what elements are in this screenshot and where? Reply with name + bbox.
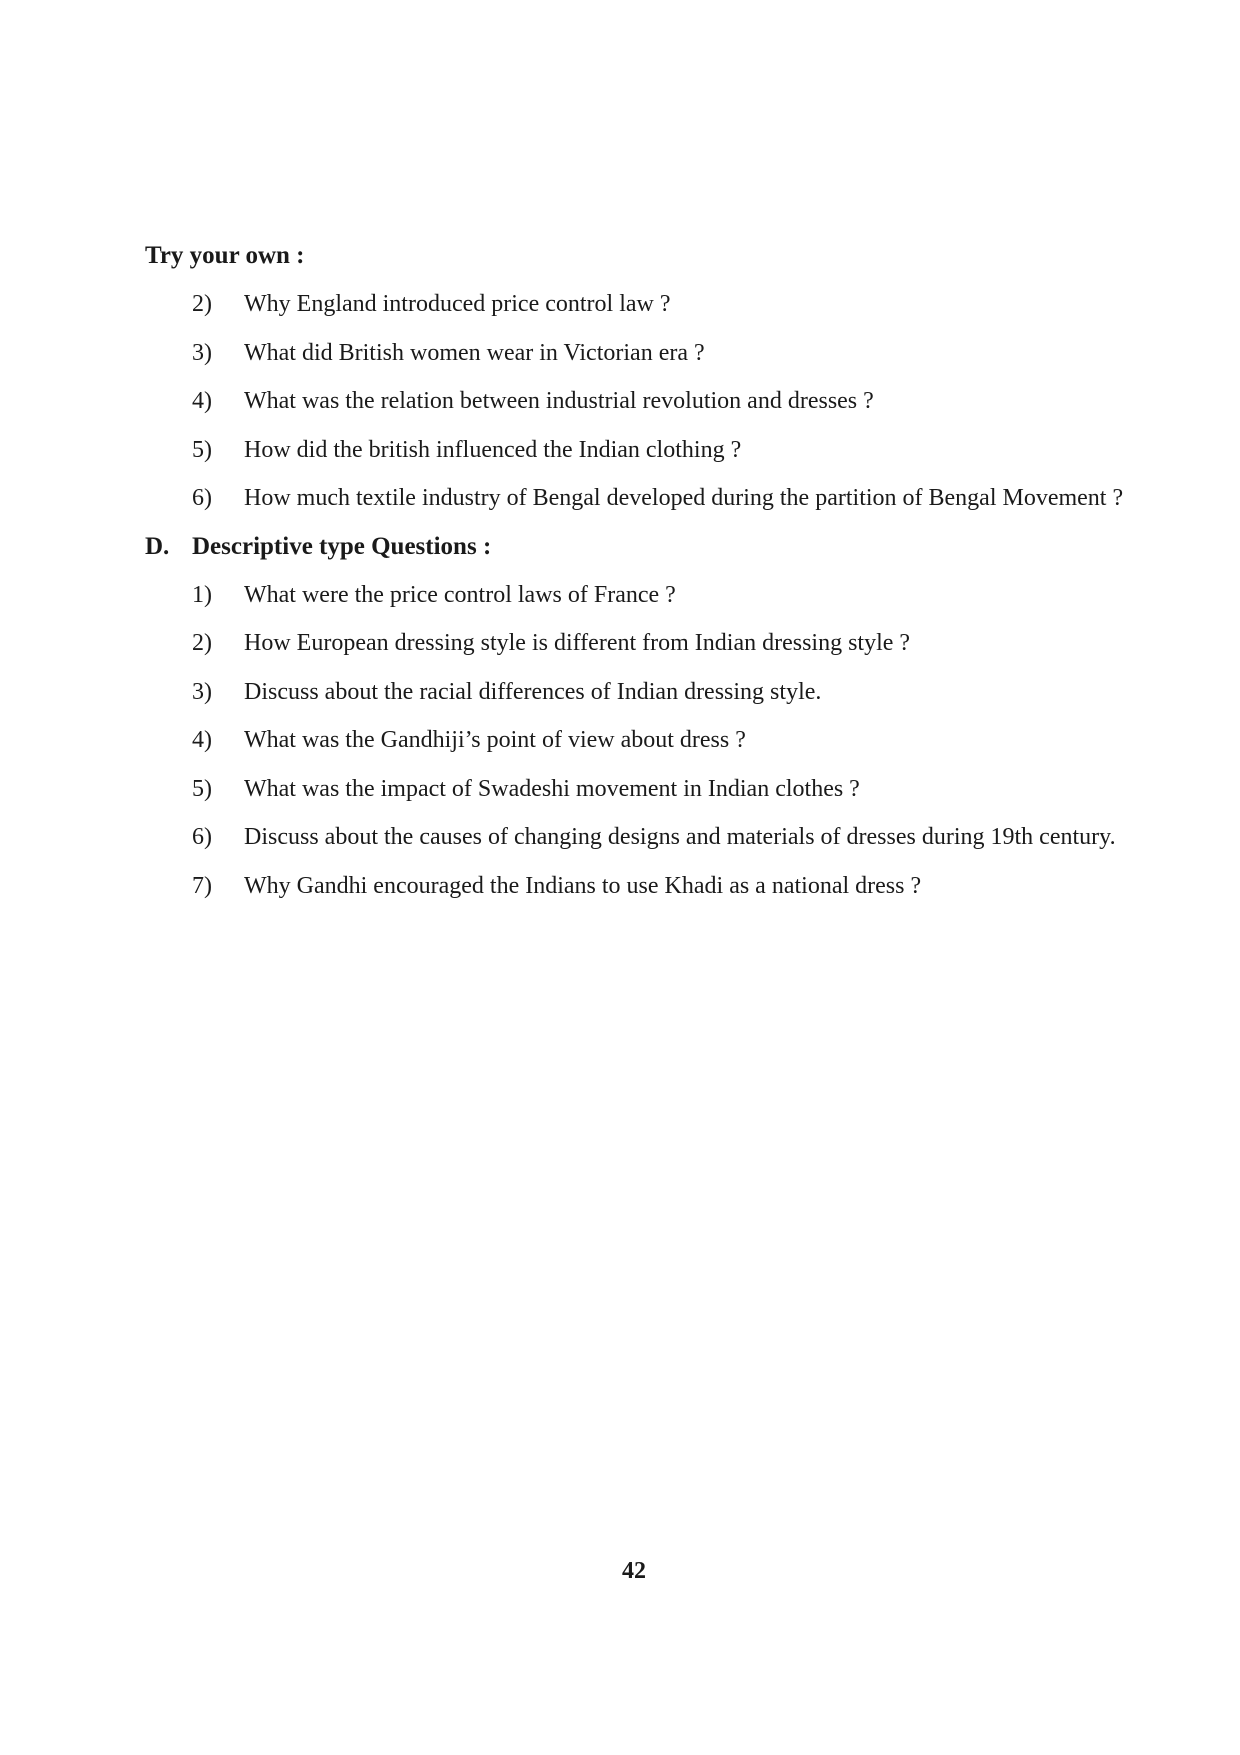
page-content: [145, 236, 1145, 914]
section-d-heading: [145, 527, 1145, 567]
page-number: 42: [622, 1558, 646, 1584]
list-item: [145, 333, 1145, 373]
question-number: 3): [192, 678, 212, 705]
question-text: Why Gandhi encouraged the Indians to use Khadi as a national dress ?: [244, 872, 922, 899]
question-text: How did the british influenced the Indian clothing ?: [244, 436, 742, 463]
descriptive-question-list: [145, 575, 1145, 906]
question-text: How much textile industry of Bengal developed during the partition of Bengal Movement ?: [244, 485, 1124, 511]
list-item: [145, 623, 1145, 663]
question-number: 5): [192, 436, 212, 463]
question-number: 4): [192, 727, 212, 753]
try-your-own-heading-text: Try your own :: [145, 242, 305, 269]
list-item: [145, 769, 1145, 809]
question-text: Discuss about the causes of changing designs and materials of dresses during 19th century.: [244, 824, 1116, 850]
list-item: [145, 817, 1145, 857]
question-text: What was the impact of Swadeshi movement in Indian clothes ?: [244, 775, 860, 802]
list-item: [145, 381, 1145, 421]
question-number: 6): [192, 485, 212, 511]
try-your-own-question-list: [145, 284, 1145, 518]
question-number: 6): [192, 824, 212, 850]
list-item: [145, 430, 1145, 470]
question-number: 3): [192, 339, 212, 366]
question-number: 7): [192, 872, 212, 899]
section-d-heading-text: Descriptive type Questions :: [192, 532, 492, 560]
question-number: 5): [192, 775, 212, 802]
try-your-own-heading: [145, 236, 1145, 276]
list-item: [145, 866, 1145, 906]
question-text: How European dressing style is different from Indian dressing style ?: [244, 630, 911, 656]
list-item: [145, 284, 1145, 324]
question-text: What were the price control laws of France ?: [244, 581, 676, 608]
question-text: What was the relation between industrial revolution and dresses ?: [244, 388, 874, 414]
list-item: [145, 478, 1145, 518]
question-number: 4): [192, 388, 212, 414]
question-text: Why England introduced price control law ?: [244, 291, 671, 317]
question-number: 2): [192, 291, 212, 317]
question-text: What was the Gandhiji’s point of view about dress ?: [244, 727, 746, 753]
list-item: [145, 720, 1145, 760]
question-number: 2): [192, 630, 212, 656]
list-item: [145, 672, 1145, 712]
question-number: 1): [192, 581, 212, 608]
question-text: What did British women wear in Victorian era ?: [244, 339, 705, 366]
section-letter: D.: [145, 532, 170, 560]
question-text: Discuss about the racial differences of Indian dressing style.: [244, 678, 822, 705]
list-item: [145, 575, 1145, 615]
